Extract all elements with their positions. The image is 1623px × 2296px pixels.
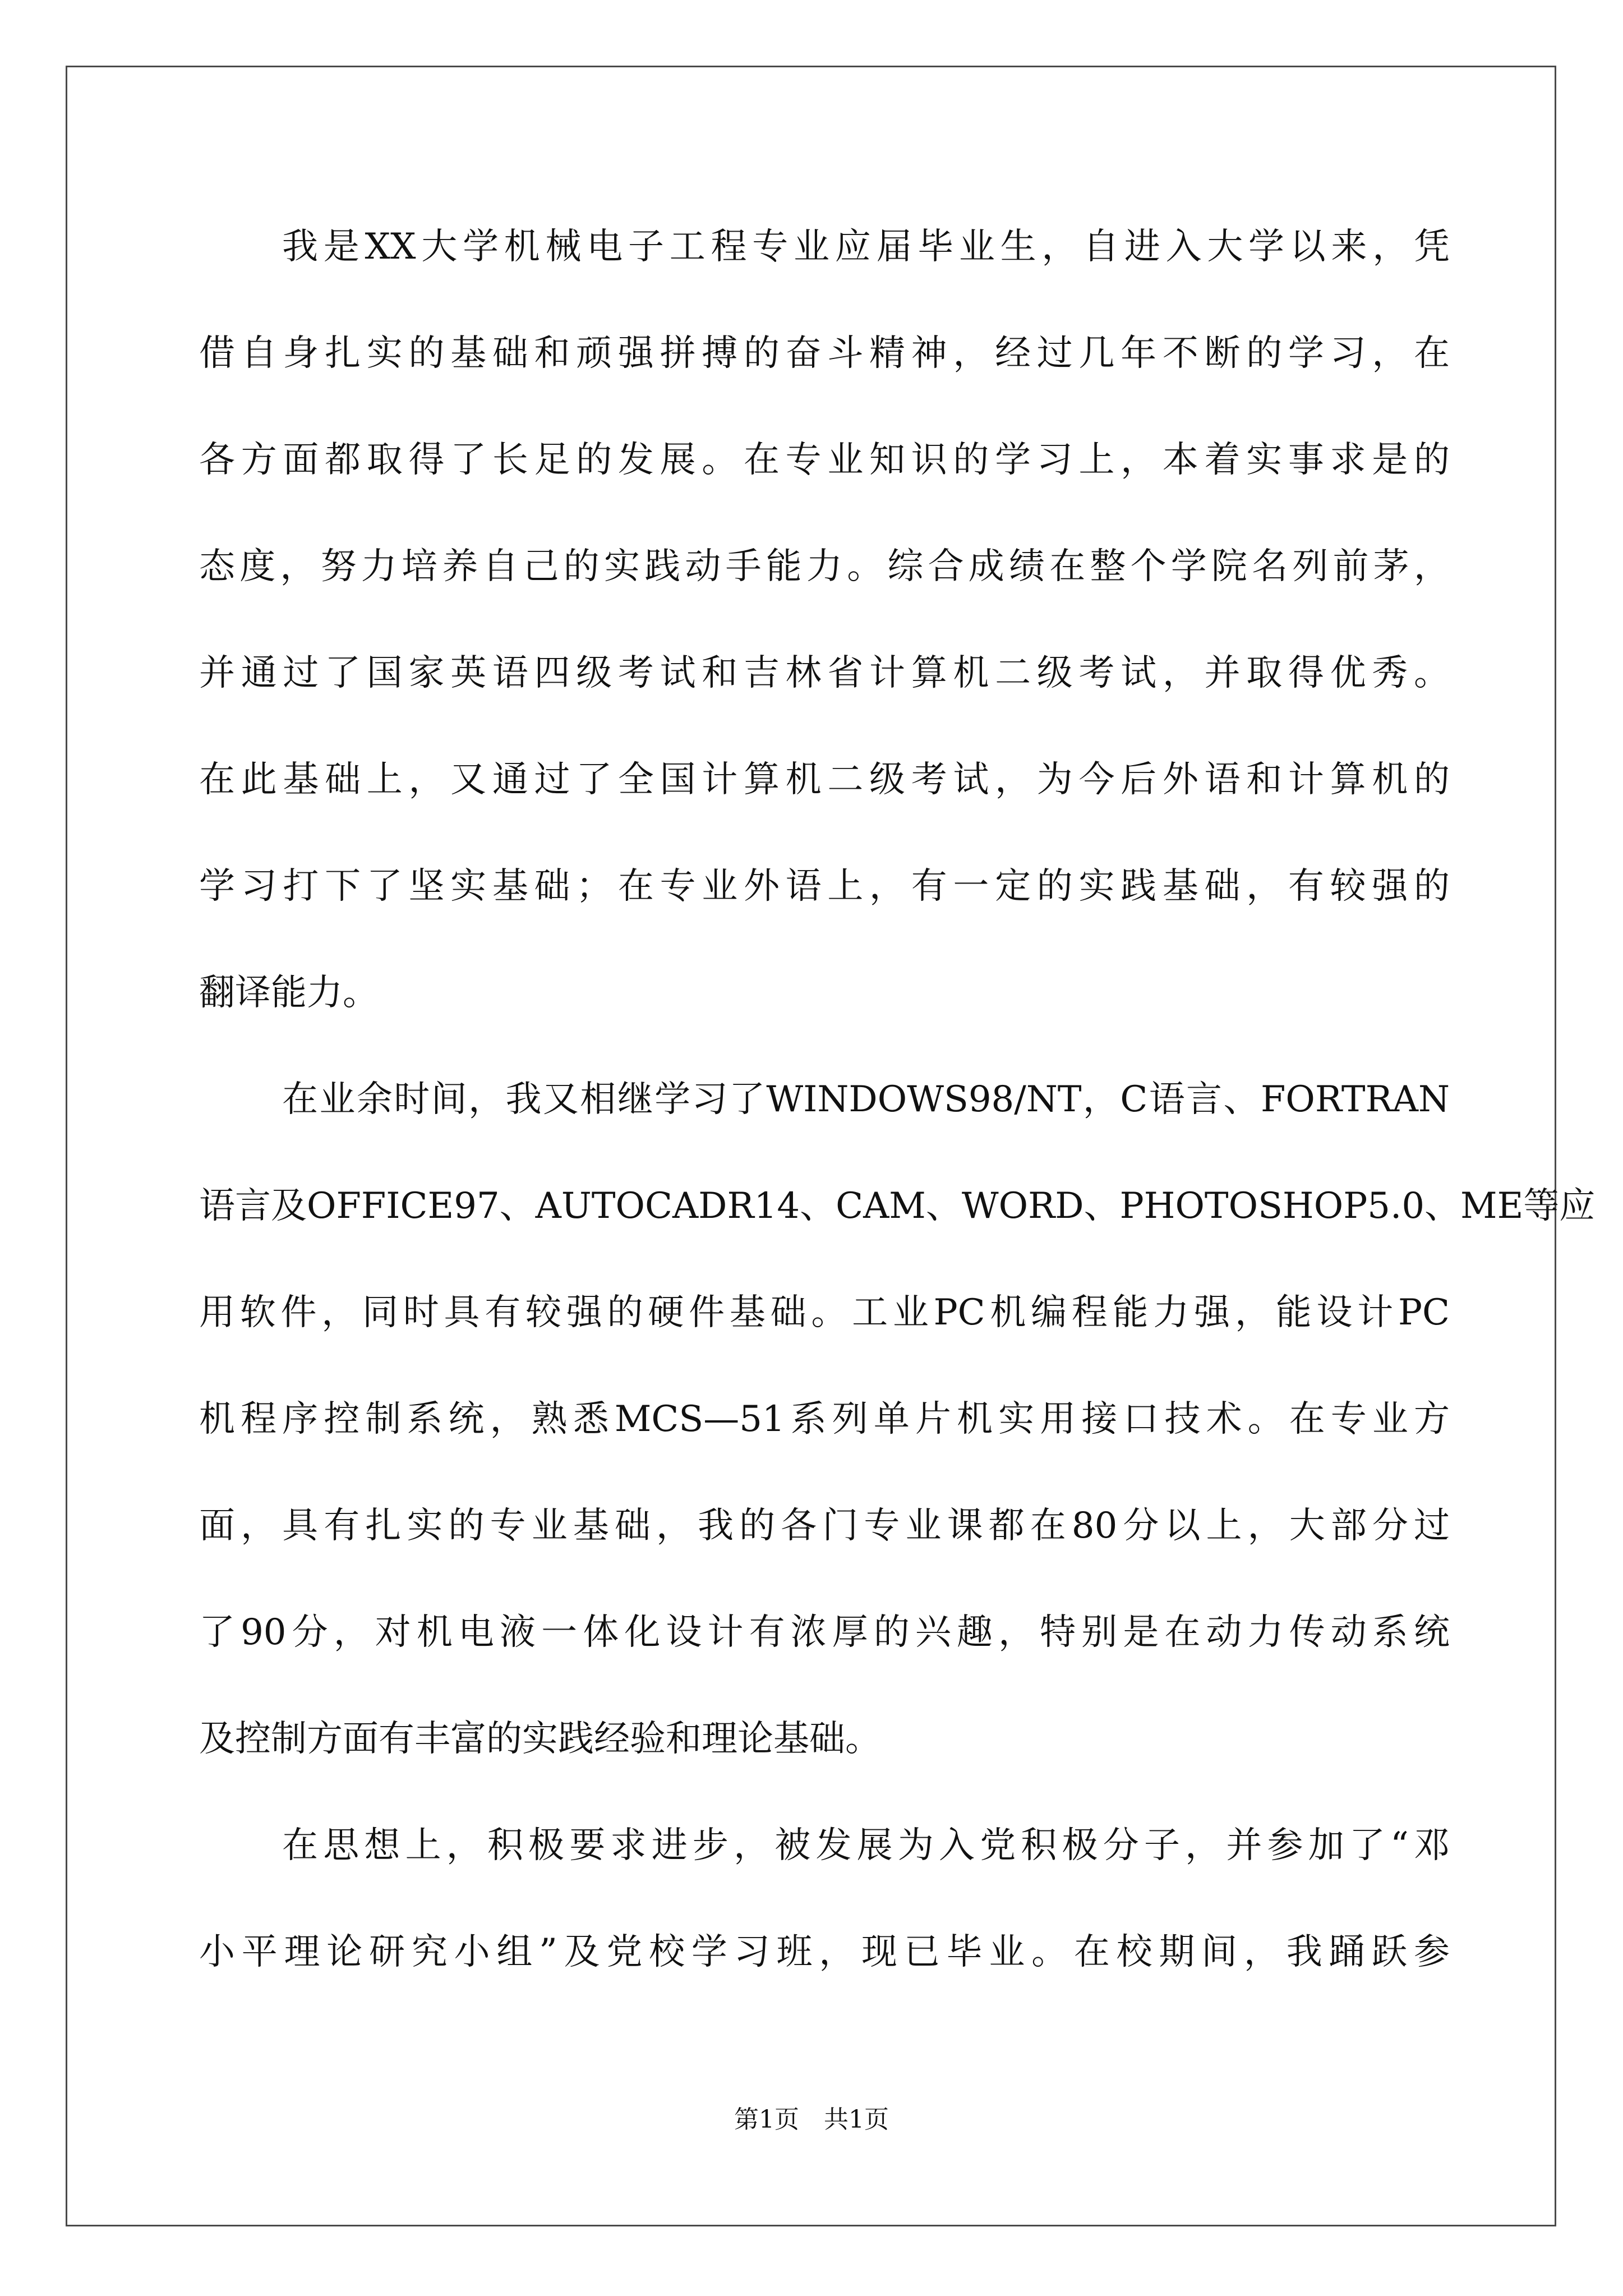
paragraph-2-line-4: 机程序控制系统，熟悉MCS—51系列单片机实用接口技术。在专业方 [199,1398,1450,1440]
paragraph-2-line-1: 在业余时间，我又相继学习了WINDOWS98/NT，C语言、FORTRAN [282,1079,1450,1120]
paragraph-3-line-2: 小平理论研究小组”及党校学习班，现已毕业。在校期间，我踊跃参 [199,1931,1450,1973]
paragraph-1-line-1: 我是XX大学机械电子工程专业应届毕业生，自进入大学以来，凭 [282,226,1450,268]
paragraph-1-line-4: 态度，努力培养自己的实践动手能力。综合成绩在整个学院名列前茅， [199,546,1450,587]
paragraph-2-line-5: 面，具有扎实的专业基础，我的各门专业课都在80分以上，大部分过 [199,1505,1450,1547]
paragraph-2-line-7: 及控制方面有丰富的实践经验和理论基础。 [199,1718,881,1760]
paragraph-2-line-2: 语言及OFFICE97、AUTOCADR14、CAM、WORD、PHOTOSHOP5.0、ME等应 [199,1185,1596,1227]
paragraph-1-line-7: 学习打下了坚实基础；在专业外语上，有一定的实践基础，有较强的 [199,866,1450,907]
paragraph-2-line-6: 了90分，对机电液一体化设计有浓厚的兴趣，特别是在动力传动系统 [199,1612,1450,1653]
document-body [199,194,1596,2005]
paragraph-3-line-1: 在思想上，积极要求进步，被发展为入党积极分子，并参加了“邓 [282,1825,1450,1866]
page-footer: 第1页 共1页 [734,2105,889,2134]
paragraph-1-line-5: 并通过了国家英语四级考试和吉林省计算机二级考试，并取得优秀。 [199,652,1450,694]
paragraph-1-line-3: 各方面都取得了长足的发展。在专业知识的学习上，本着实事求是的 [199,439,1450,481]
paragraph-2-line-3: 用软件，同时具有较强的硬件基础。工业PC机编程能力强，能设计PC [199,1292,1450,1333]
paragraph-1-line-6: 在此基础上，又通过了全国计算机二级考试，为今后外语和计算机的 [199,759,1450,800]
paragraph-1-line-8: 翻译能力。 [199,972,379,1014]
paragraph-1-line-2: 借自身扎实的基础和顽强拼搏的奋斗精神，经过几年不断的学习，在 [199,333,1450,374]
